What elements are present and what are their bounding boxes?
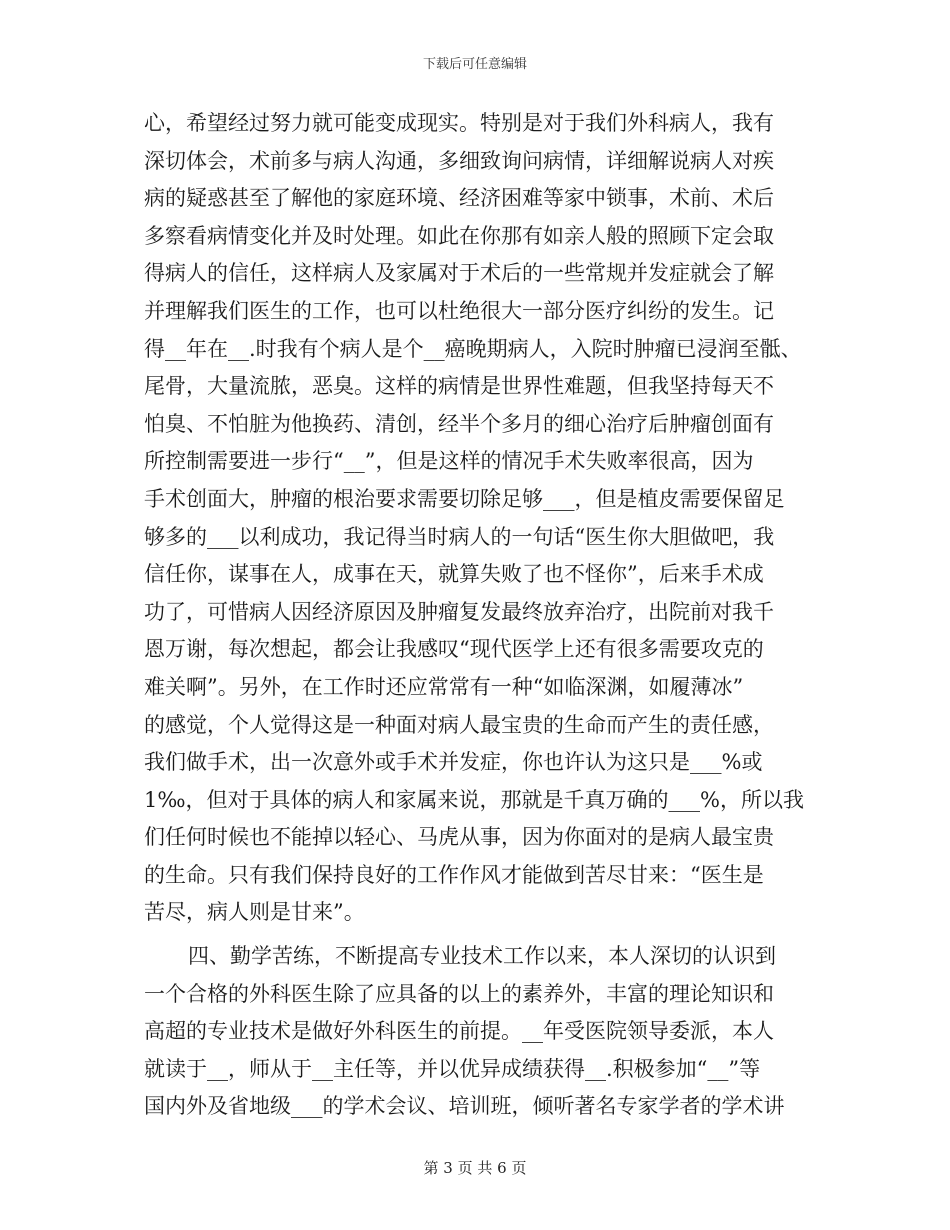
text-line: 们任何时候也不能掉以轻心、马虎从事，因为你面对的是病人最宝贵 — [144, 825, 774, 850]
text-line: 功了，可惜病人因经济原因及肿瘤复发最终放弃治疗，出院前对我千 — [144, 599, 774, 624]
text-line: 心，希望经过努力就可能变成现实。特别是对于我们外科病人，我有 — [144, 111, 774, 135]
text-line: 恩万谢，每次想起，都会让我感叹“现代医学上还有很多需要攻克的 — [144, 637, 764, 662]
text-line: 得__年在__.时我有个病人是个__癌晚期病人，入院时肿瘤已浸润至骶、 — [144, 336, 802, 361]
text-line: 手术创面大，肿瘤的根治要求需要切除足够___，但是植皮需要保留足 — [144, 486, 785, 511]
text-line: 深切体会，术前多与病人沟通，多细致询问病情，详细解说病人对疾 — [144, 148, 774, 173]
text-line: 多察看病情变化并及时处理。如此在你那有如亲人般的照顾下定会取 — [144, 223, 774, 248]
text-line: 1‰，但对于具体的病人和家属来说，那就是千真万确的___%，所以我 — [144, 787, 804, 812]
page-header: 下载后可任意编辑 — [422, 57, 527, 72]
text-line: 苦尽，病人则是甘来”。 — [144, 900, 365, 925]
text-line: 并理解我们医生的工作，也可以杜绝很大一部分医疗纠纷的发生。记 — [144, 298, 774, 323]
text-line: 够多的___以利成功，我记得当时病人的一句话“医生你大胆做吧，我 — [144, 524, 775, 549]
text-line: 得病人的信任，这样病人及家属对于术后的一些常规并发症就会了解 — [144, 261, 774, 286]
text-line: 一个合格的外科医生除了应具备的以上的素养外，丰富的理论知识和 — [144, 981, 774, 1006]
text-line: 的感觉，个人觉得这是一种面对病人最宝贵的生命而产生的责任感， — [144, 712, 774, 737]
text-line: 病的疑惑甚至了解他的家庭环境、经济困难等家中锁事，术前、术后 — [144, 186, 774, 211]
page-footer: 第 3 页 共 6 页 — [423, 1159, 527, 1177]
text-line: 信任你，谋事在人，成事在天，就算失败了也不怪你”，后来手术成 — [144, 562, 764, 587]
text-line: 尾骨，大量流脓，恶臭。这样的病情是世界性难题，但我坚持每天不 — [144, 374, 774, 399]
text-line: 就读于__，师从于__主任等，并以优异成绩获得__.积极参加“__”等 — [144, 1056, 761, 1081]
body-text — [144, 105, 844, 1126]
text-line: 国内外及省地级___的学术会议、培训班，倾听著名专家学者的学术讲 — [144, 1094, 785, 1119]
text-line: 我们做手术，出一次意外或手术并发症，你也许认为这只是___%或 — [144, 750, 763, 775]
text-line: 所控制需要进一步行“__”，但是这样的情况手术失败率很高，因为 — [144, 449, 754, 474]
text-line: 难关啊”。另外，在工作时还应常常有一种“如临深渊，如履薄冰” — [144, 674, 744, 699]
section-heading-line: 四、勤学苦练，不断提高专业技术工作以来，本人深切的认识到 — [188, 944, 776, 969]
text-line: 高超的专业技术是做好外科医生的前提。__年受医院领导委派，本人 — [144, 1019, 774, 1044]
text-line: 的生命。只有我们保持良好的工作作风才能做到苦尽甘来：“医生是 — [144, 862, 764, 887]
text-line: 怕臭、不怕脏为他换药、清创，经半个多月的细心治疗后肿瘤创面有 — [144, 411, 774, 436]
